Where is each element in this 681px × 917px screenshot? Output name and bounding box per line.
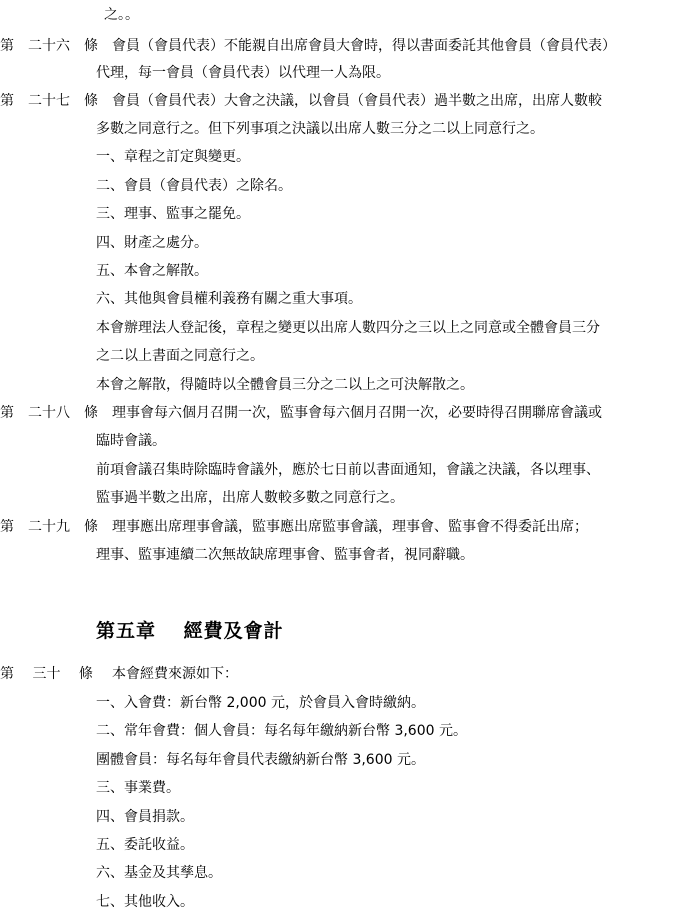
article-number: 第 二十九 條 xyxy=(0,519,98,535)
text-line: 理事會每六個月召開一次，監事會每六個月召開一次，必要時得召開聯席會議或 xyxy=(112,405,602,421)
list-item: 五、本會之解散。 xyxy=(96,263,208,279)
text-line: 本會經費來源如下： xyxy=(112,666,238,682)
list-item: 三、事業費。 xyxy=(96,780,180,796)
list-item: 二、會員（會員代表）之除名。 xyxy=(96,178,292,194)
list-item: 團體會員：每名每年會員代表繳納新台幣 3,600 元。 xyxy=(96,752,425,768)
list-item: 二、常年會費：個人會員：每名每年繳納新台幣 3,600 元。 xyxy=(96,723,467,739)
list-item: 六、基金及其孳息。 xyxy=(96,865,222,881)
text-line: 代理，每一會員（會員代表）以代理一人為限。 xyxy=(96,65,390,81)
text-line: 之。。 xyxy=(104,7,139,23)
text-line: 前項會議召集時除臨時會議外，應於七日前以書面通知，會議之決議，各以理事、 xyxy=(96,462,600,478)
list-item: 五、委託收益。 xyxy=(96,837,194,853)
article-number: 第 三十 條 xyxy=(0,666,93,682)
text-line: 理事應出席理事會議，監事應出席監事會議，理事會、監事會不得委託出席； xyxy=(112,519,588,535)
list-item: 四、財產之處分。 xyxy=(96,235,208,251)
list-item: 七、其他收入。 xyxy=(96,894,194,910)
article-number: 第 二十七 條 xyxy=(0,93,98,109)
text-line: 理事、監事連續二次無故缺席理事會、監事會者，視同辭職。 xyxy=(96,547,474,563)
article-number: 第 二十六 條 xyxy=(0,38,98,54)
text-line: 之二以上書面之同意行之。 xyxy=(96,348,264,364)
list-item: 六、其他與會員權利義務有關之重大事項。 xyxy=(96,291,362,307)
list-item: 四、會員捐款。 xyxy=(96,809,194,825)
text-line: 會員（會員代表）大會之決議，以會員（會員代表）過半數之出席，出席人數較 xyxy=(112,93,602,109)
text-line: 多數之同意行之。但下列事項之決議以出席人數三分之二以上同意行之。 xyxy=(96,121,544,137)
chapter-heading: 第五章 經費及會計 xyxy=(96,620,284,642)
list-item: 一、入會費：新台幣 2,000 元，於會員入會時繳納。 xyxy=(96,695,425,711)
text-line: 本會之解散，得隨時以全體會員三分之二以上之可決解散之。 xyxy=(96,377,474,393)
text-line: 監事過半數之出席，出席人數較多數之同意行之。 xyxy=(96,490,404,506)
text-line: 會員（會員代表）不能親自出席會員大會時，得以書面委託其他會員（會員代表） xyxy=(112,38,616,54)
text-line: 臨時會議。 xyxy=(96,433,166,449)
text-line: 本會辦理法人登記後，章程之變更以出席人數四分之三以上之同意或全體會員三分 xyxy=(96,320,600,336)
list-item: 三、理事、監事之罷免。 xyxy=(96,206,250,222)
article-number: 第 二十八 條 xyxy=(0,405,98,421)
list-item: 一、章程之訂定與變更。 xyxy=(96,149,250,165)
